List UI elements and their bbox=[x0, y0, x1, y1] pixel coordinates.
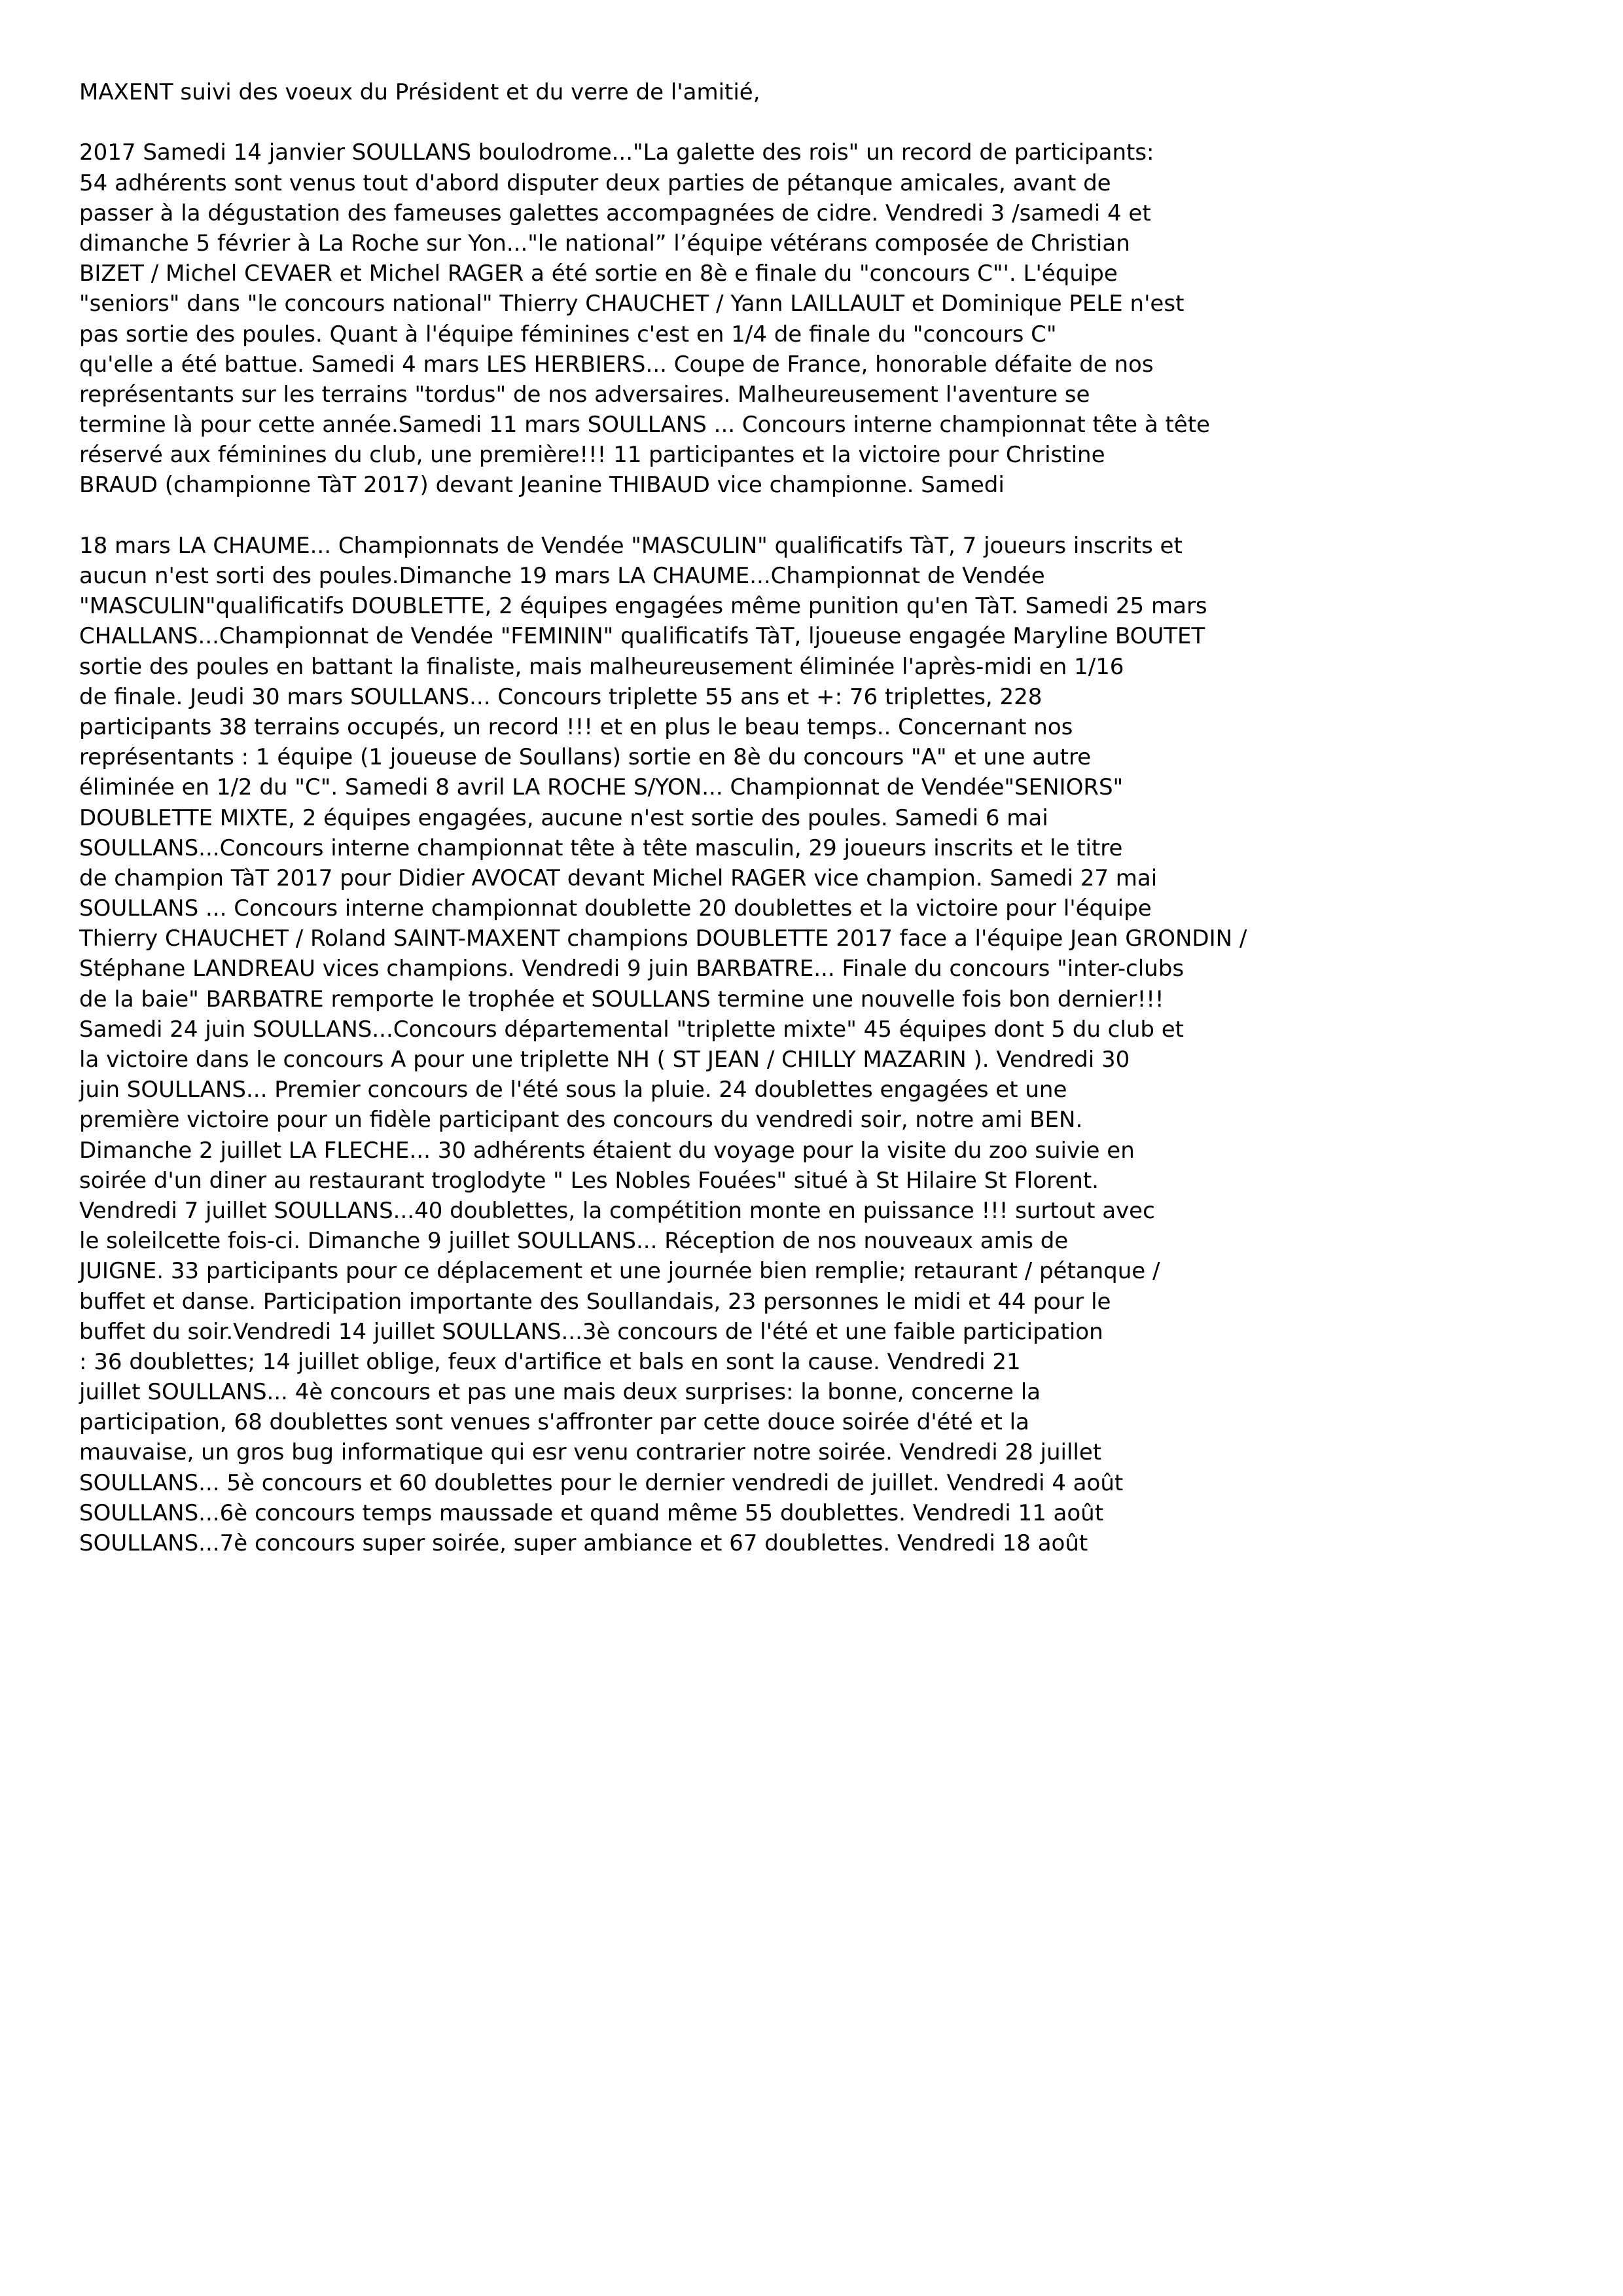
text-line: Thierry CHAUCHET / Roland SAINT-MAXENT champions DOUBLETTE 2017 face a l'équipe Jean GRONDIN / bbox=[79, 925, 1247, 952]
text-line: "seniors" dans "le concours national" Thierry CHAUCHET / Yann LAILLAULT et Dominique PELE n'est bbox=[79, 291, 1185, 317]
text-line: sortie des poules en battant la finaliste, mais malheureusement éliminée l'après-midi en 1/16 bbox=[79, 653, 1124, 680]
text-line: soirée d'un diner au restaurant troglodyte " Les Nobles Fouées" situé à St Hilaire St Florent. bbox=[79, 1167, 1099, 1194]
text-line: 54 adhérents sont venus tout d'abord disputer deux parties de pétanque amicales, avant de bbox=[79, 170, 1111, 196]
text-line: de la baie" BARBATRE remporte le trophée et SOULLANS termine une nouvelle fois bon dernier!!! bbox=[79, 986, 1164, 1013]
text-line: Stéphane LANDREAU vices champions. Vendredi 9 juin BARBATRE... Finale du concours "inter-clubs bbox=[79, 956, 1185, 982]
text-line: 18 mars LA CHAUME... Championnats de Vendée "MASCULIN" qualificatifs TàT, 7 joueurs inscrits et bbox=[79, 532, 1183, 559]
paragraph-march-august bbox=[79, 531, 1552, 1558]
text-line: : 36 doublettes; 14 juillet oblige, feux d'artifice et bals en sont la cause. Vendredi 21 bbox=[79, 1348, 1021, 1375]
text-line: buffet du soir.Vendredi 14 juillet SOULLANS...3è concours de l'été et une faible participation bbox=[79, 1318, 1103, 1345]
text-line: SOULLANS...6è concours temps maussade et quand même 55 doublettes. Vendredi 11 août bbox=[79, 1499, 1104, 1526]
paragraph-january-march bbox=[79, 137, 1552, 500]
text-line: Vendredi 7 juillet SOULLANS...40 doublettes, la compétition monte en puissance !!! surtout avec bbox=[79, 1197, 1155, 1224]
text-line: MAXENT suivi des voeux du Président et du verre de l'amitié, bbox=[79, 79, 760, 105]
text-line: BRAUD (championne TàT 2017) devant Jeanine THIBAUD vice championne. Samedi bbox=[79, 472, 1005, 499]
document-page bbox=[79, 77, 1552, 1558]
text-line: mauvaise, un gros bug informatique qui esr venu contrarier notre soirée. Vendredi 28 juillet bbox=[79, 1439, 1102, 1466]
text-line: Dimanche 2 juillet LA FLECHE... 30 adhérents étaient du voyage pour la visite du zoo suivie en bbox=[79, 1137, 1135, 1164]
text-line: "MASCULIN"qualificatifs DOUBLETTE, 2 équipes engagées même punition qu'en TàT. Samedi 25 mars bbox=[79, 593, 1207, 620]
text-line: qu'elle a été battue. Samedi 4 mars LES HERBIERS... Coupe de France, honorable défaite de nos bbox=[79, 351, 1154, 378]
text-line: 2017 Samedi 14 janvier SOULLANS boulodrome..."La galette des rois" un record de participants: bbox=[79, 139, 1154, 166]
text-line: juillet SOULLANS... 4è concours et pas une mais deux surprises: la bonne, concerne la bbox=[79, 1379, 1041, 1406]
text-line: éliminée en 1/2 du "C". Samedi 8 avril LA ROCHE S/YON... Championnat de Vendée"SENIORS" bbox=[79, 774, 1124, 801]
text-line: BIZET / Michel CEVAER et Michel RAGER a été sortie en 8è e finale du "concours C"'. L'équipe bbox=[79, 260, 1118, 287]
text-line: passer à la dégustation des fameuses galettes accompagnées de cidre. Vendredi 3 /samedi 4 et bbox=[79, 200, 1151, 226]
text-line: participants 38 terrains occupés, un record !!! et en plus le beau temps.. Concernant nos bbox=[79, 713, 1073, 740]
text-line: de champion TàT 2017 pour Didier AVOCAT devant Michel RAGER vice champion. Samedi 27 mai bbox=[79, 865, 1158, 891]
text-line: DOUBLETTE MIXTE, 2 équipes engagées, aucune n'est sortie des poules. Samedi 6 mai bbox=[79, 804, 1048, 831]
text-line: dimanche 5 février à La Roche sur Yon..."le national” l’équipe vétérans composée de Christian bbox=[79, 230, 1130, 257]
text-line: aucun n'est sorti des poules.Dimanche 19 mars LA CHAUME...Championnat de Vendée bbox=[79, 563, 1045, 589]
text-line: JUIGNE. 33 participants pour ce déplacement et une journée bien remplie; retaurant / pétanque / bbox=[79, 1258, 1160, 1285]
text-line: juin SOULLANS... Premier concours de l'été sous la pluie. 24 doublettes engagées et une bbox=[79, 1077, 1067, 1103]
text-line: termine là pour cette année.Samedi 11 mars SOULLANS ... Concours interne championnat tête à tête bbox=[79, 412, 1210, 439]
text-line: réservé aux féminines du club, une première!!! 11 participantes et la victoire pour Christine bbox=[79, 442, 1105, 469]
paragraph-intro bbox=[79, 77, 1552, 107]
text-line: la victoire dans le concours A pour une triplette NH ( ST JEAN / CHILLY MAZARIN ). Vendredi 30 bbox=[79, 1047, 1130, 1073]
text-line: SOULLANS ... Concours interne championnat doublette 20 doublettes et la victoire pour l'équipe bbox=[79, 895, 1152, 922]
text-line: CHALLANS...Championnat de Vendée "FEMININ" qualificatifs TàT, ljoueuse engagée Maryline BOUTET bbox=[79, 623, 1205, 650]
text-line: SOULLANS...7è concours super soirée, super ambiance et 67 doublettes. Vendredi 18 août bbox=[79, 1530, 1088, 1556]
text-line: pas sortie des poules. Quant à l'équipe féminines c'est en 1/4 de finale du "concours C" bbox=[79, 321, 1057, 348]
text-line: le soleilcette fois-ci. Dimanche 9 juillet SOULLANS... Réception de nos nouveaux amis de bbox=[79, 1228, 1069, 1255]
text-line: SOULLANS... 5è concours et 60 doublettes pour le dernier vendredi de juillet. Vendredi 4 août bbox=[79, 1469, 1124, 1496]
text-line: représentants sur les terrains "tordus" de nos adversaires. Malheureusement l'aventure se bbox=[79, 381, 1090, 408]
text-line: buffet et danse. Participation importante des Soullandais, 23 personnes le midi et 44 pour le bbox=[79, 1288, 1111, 1315]
text-line: représentants : 1 équipe (1 joueuse de Soullans) sortie en 8è du concours "A" et une autre bbox=[79, 744, 1092, 771]
text-line: de finale. Jeudi 30 mars SOULLANS... Concours triplette 55 ans et +: 76 triplettes, 228 bbox=[79, 683, 1043, 710]
text-line: Samedi 24 juin SOULLANS...Concours départemental "triplette mixte" 45 équipes dont 5 du club et bbox=[79, 1016, 1185, 1043]
text-line: participation, 68 doublettes sont venues s'affronter par cette douce soirée d'été et la bbox=[79, 1409, 1029, 1436]
text-line: SOULLANS...Concours interne championnat tête à tête masculin, 29 joueurs inscrits et le titre bbox=[79, 834, 1123, 861]
text-line: première victoire pour un fidèle participant des concours du vendredi soir, notre ami BEN. bbox=[79, 1107, 1083, 1134]
